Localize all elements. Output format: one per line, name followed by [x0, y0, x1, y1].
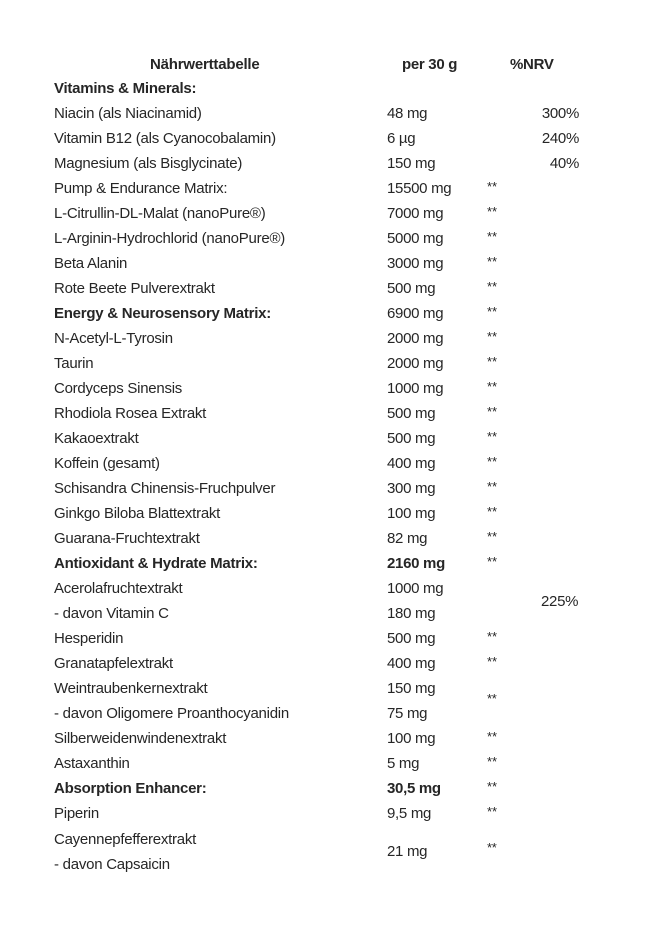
table-row: [0, 801, 645, 826]
table-row: [0, 701, 645, 726]
row-nrv: 240%: [541, 130, 579, 147]
row-name: Antioxidant & Hydrate Matrix:: [54, 555, 258, 572]
row-amount: 2000 mg: [387, 355, 444, 372]
row-amount: 82 mg: [387, 530, 428, 547]
row-name: Piperin: [54, 805, 99, 822]
row-name: Granatapfelextrakt: [54, 655, 173, 672]
row-name: - davon Vitamin C: [54, 605, 169, 622]
table-row: [0, 151, 645, 176]
row-amount: 48 mg: [387, 105, 428, 122]
section-header-vitamins-minerals: [0, 76, 645, 101]
row-amount: 1000 mg: [387, 580, 444, 597]
footnote-mark: **: [487, 479, 498, 494]
row-name: Koffein (gesamt): [54, 455, 160, 472]
row-name: Kakaoextrakt: [54, 430, 139, 447]
row-amount: 30,5 mg: [387, 780, 441, 797]
row-amount: 400 mg: [387, 655, 436, 672]
footnote-mark: **: [487, 554, 498, 569]
table-row: [0, 376, 645, 401]
row-name: - davon Capsaicin: [54, 856, 170, 873]
row-name: Beta Alanin: [54, 255, 128, 272]
table-row: [0, 501, 645, 526]
footnote-mark: **: [487, 629, 498, 644]
table-row: [0, 426, 645, 451]
row-name: Hesperidin: [54, 630, 124, 647]
table-row: [0, 852, 645, 877]
footnote-mark: **: [487, 404, 498, 419]
table-row: [0, 827, 645, 852]
row-name: Vitamin B12 (als Cyanocobalamin): [54, 130, 276, 147]
section-header-absorption-enhancer: [0, 776, 645, 801]
footnote-mark: **: [487, 654, 498, 669]
row-amount: 100 mg: [387, 505, 436, 522]
row-name: Guarana-Fruchtextrakt: [54, 530, 200, 547]
row-nrv: 300%: [541, 105, 579, 122]
weintrauben-footnote-mark: **: [487, 691, 497, 706]
column-header-amount: per 30 g: [402, 56, 458, 73]
row-name: Weintraubenkernextrakt: [54, 680, 208, 697]
table-row: [0, 126, 645, 151]
row-amount: 7000 mg: [387, 205, 444, 222]
row-name: Niacin (als Niacinamid): [54, 105, 202, 122]
table-row: [0, 201, 645, 226]
footnote-mark: **: [487, 779, 498, 794]
row-amount: 500 mg: [387, 430, 436, 447]
row-nrv: 40%: [549, 155, 579, 172]
row-name: N-Acetyl-L-Tyrosin: [54, 330, 173, 347]
row-name: Acerolafruchtextrakt: [54, 580, 183, 597]
row-amount: 15500 mg: [387, 180, 452, 197]
row-amount: 180 mg: [387, 605, 436, 622]
table-row: [0, 101, 645, 126]
row-name: Astaxanthin: [54, 755, 130, 772]
row-amount: 1000 mg: [387, 380, 444, 397]
row-amount: 6 µg: [387, 130, 416, 147]
row-amount: 5000 mg: [387, 230, 444, 247]
section-header-energy-neurosensory: [0, 301, 645, 326]
row-name: Ginkgo Biloba Blattextrakt: [54, 505, 221, 522]
row-amount: 150 mg: [387, 680, 436, 697]
footnote-mark: **: [487, 179, 498, 194]
row-amount: 6900 mg: [387, 305, 444, 322]
row-name: L-Citrullin-DL-Malat (nanoPure®): [54, 205, 266, 222]
cayenne-amount: 21 mg: [387, 843, 428, 860]
row-name: Taurin: [54, 355, 94, 372]
footnote-mark: **: [487, 729, 498, 744]
footnote-mark: **: [487, 354, 498, 369]
table-row: [0, 276, 645, 301]
footnote-mark: **: [487, 304, 498, 319]
footnote-mark: **: [487, 329, 498, 344]
section-header-antioxidant-hydrate: [0, 551, 645, 576]
row-name: Silberweidenwindenextrakt: [54, 730, 227, 747]
footnote-mark: **: [487, 379, 498, 394]
table-row: [0, 626, 645, 651]
row-amount: 500 mg: [387, 630, 436, 647]
table-title: Nährwerttabelle: [150, 56, 260, 73]
row-name: Absorption Enhancer:: [54, 780, 207, 797]
row-amount: 2160 mg: [387, 555, 445, 572]
table-row: [0, 751, 645, 776]
footnote-mark: **: [487, 429, 498, 444]
table-row: [0, 251, 645, 276]
column-header-nrv: %NRV: [510, 56, 554, 73]
table-row: [0, 676, 645, 701]
row-name: Cordyceps Sinensis: [54, 380, 183, 397]
row-amount: 3000 mg: [387, 255, 444, 272]
table-row: [0, 351, 645, 376]
table-row: [0, 651, 645, 676]
row-amount: 75 mg: [387, 705, 428, 722]
row-name: - davon Oligomere Proanthocyanidin: [54, 705, 289, 722]
row-amount: 400 mg: [387, 455, 436, 472]
row-name: Pump & Endurance Matrix:: [54, 180, 228, 197]
vitamin-c-nrv: 225%: [541, 593, 579, 610]
section-header-pump-endurance: [0, 176, 645, 201]
footnote-mark: **: [487, 279, 498, 294]
row-amount: 100 mg: [387, 730, 436, 747]
table-row: [0, 226, 645, 251]
footnote-mark: **: [487, 804, 498, 819]
footnote-mark: **: [487, 504, 498, 519]
table-row: [0, 451, 645, 476]
row-amount: 500 mg: [387, 280, 436, 297]
row-amount: 9,5 mg: [387, 805, 432, 822]
row-amount: 2000 mg: [387, 330, 444, 347]
row-name: L-Arginin-Hydrochlorid (nanoPure®): [54, 230, 285, 247]
row-name: Rhodiola Rosea Extrakt: [54, 405, 207, 422]
table-row: [0, 476, 645, 501]
footnote-mark: **: [487, 254, 498, 269]
table-row: [0, 326, 645, 351]
footnote-mark: **: [487, 754, 498, 769]
footnote-mark: **: [487, 529, 498, 544]
footnote-mark: **: [487, 454, 498, 469]
row-name: Rote Beete Pulverextrakt: [54, 280, 215, 297]
table-row: [0, 526, 645, 551]
table-row: [0, 726, 645, 751]
footnote-mark: **: [487, 204, 498, 219]
row-amount: 150 mg: [387, 155, 436, 172]
row-amount: 500 mg: [387, 405, 436, 422]
row-name: Magnesium (als Bisglycinate): [54, 155, 243, 172]
row-amount: 300 mg: [387, 480, 436, 497]
row-name: Energy & Neurosensory Matrix:: [54, 305, 271, 322]
row-name: Schisandra Chinensis-Fruchpulver: [54, 480, 276, 497]
cayenne-footnote-mark: **: [487, 840, 497, 855]
row-amount: 5 mg: [387, 755, 420, 772]
table-row: [0, 401, 645, 426]
row-name: Cayennepfefferextrakt: [54, 831, 197, 848]
row-name: Vitamins & Minerals:: [54, 80, 197, 97]
footnote-mark: **: [487, 229, 498, 244]
